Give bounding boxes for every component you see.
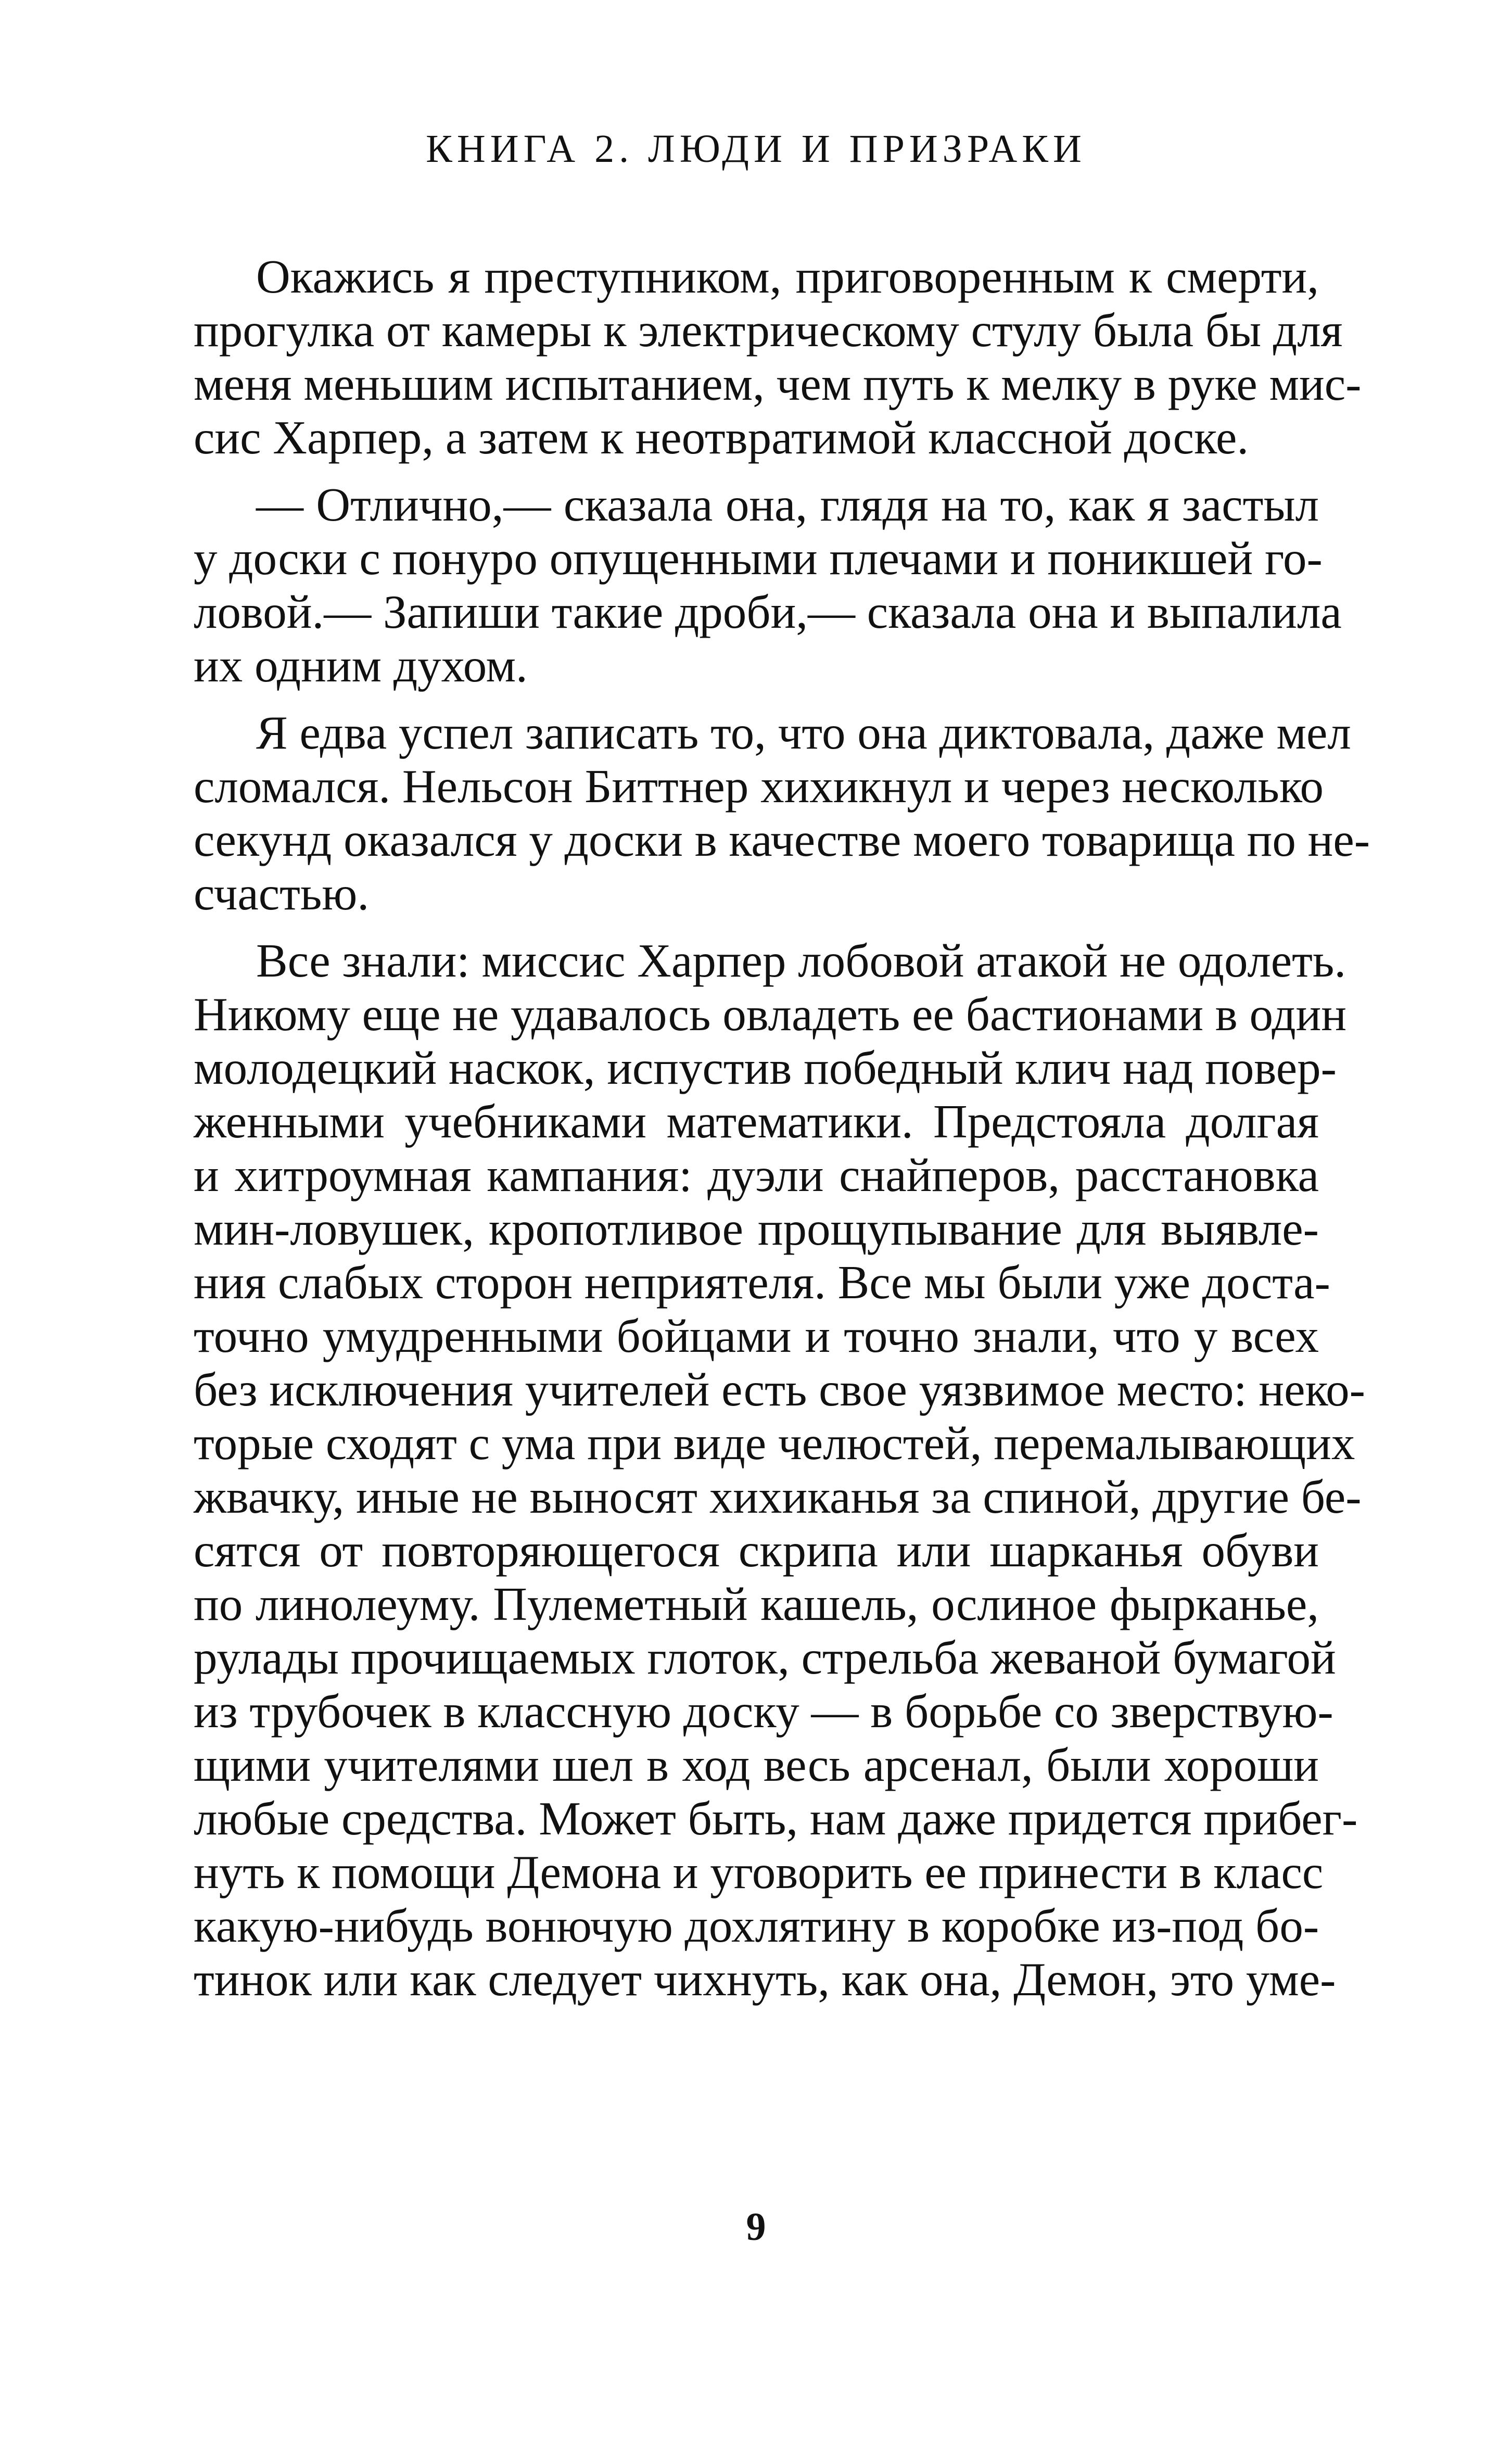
text-line: из трубочек в классную доску — в борьбе со зверствую- bbox=[194, 1685, 1333, 1738]
text-line: сис Харпер, а затем к неотвратимой классной доске. bbox=[194, 411, 1249, 464]
paragraph-gap bbox=[194, 464, 1319, 478]
paragraph-gap bbox=[194, 692, 1319, 706]
text-line: любые средства. Может быть, нам даже придется прибег- bbox=[194, 1792, 1358, 1845]
text-line: щими учителями шел в ход весь арсенал, были хороши bbox=[194, 1739, 1319, 1791]
text-line: меня меньшим испытанием, чем путь к мелку в руке мис- bbox=[194, 358, 1362, 410]
text-line: ловой.— Запиши такие дроби,— сказала она и выпалила bbox=[194, 586, 1342, 638]
text-line: сятся от повторяющегося скрипа или шарканья обуви bbox=[194, 1524, 1319, 1577]
text-line: рулады прочищаемых глоток, стрельба жеваной бумагой bbox=[194, 1631, 1336, 1684]
text-line: Никому еще не удавалось овладеть ее бастионами в один bbox=[194, 988, 1347, 1041]
text-line: точно умудренными бойцами и точно знали, что у всех bbox=[194, 1310, 1319, 1362]
text-line: их одним духом. bbox=[194, 639, 528, 692]
text-line: ния слабых сторон неприятеля. Все мы были уже доста- bbox=[194, 1256, 1330, 1309]
text-line: у доски с понуро опущенными плечами и поникшей го- bbox=[194, 532, 1323, 585]
text-line: и хитроумная кампания: дуэли снайперов, расстановка bbox=[194, 1149, 1319, 1201]
text-line: Окажись я преступником, приговоренным к смерти, bbox=[256, 250, 1319, 303]
text-line: нуть к помощи Демона и уговорить ее принести в класс bbox=[194, 1846, 1324, 1898]
body-text bbox=[194, 250, 1370, 2006]
text-line: по линолеуму. Пулеметный кашель, ослиное фырканье, bbox=[194, 1578, 1319, 1630]
text-line: без исключения учителей есть свое уязвимое место: неко- bbox=[194, 1363, 1365, 1416]
text-line: торые сходят с ума при виде челюстей, перемалывающих bbox=[194, 1417, 1355, 1469]
paragraph-gap bbox=[194, 920, 1319, 934]
text-line: какую-нибудь вонючую дохлятину в коробке из-под бо- bbox=[194, 1899, 1319, 1952]
text-line: — Отлично,— сказала она, глядя на то, как я застыл bbox=[256, 478, 1319, 531]
text-line: прогулка от камеры к электрическому стулу была бы для bbox=[194, 304, 1343, 357]
text-line: мин-ловушек, кропотливое прощупывание для выявле- bbox=[194, 1202, 1319, 1255]
text-line: счастью. bbox=[194, 867, 370, 920]
page-number: 9 bbox=[746, 2205, 766, 2249]
text-line: тинок или как следует чихнуть, как она, Демон, это уме- bbox=[194, 1953, 1336, 2006]
text-line: Я едва успел записать то, что она диктовала, даже мел bbox=[256, 706, 1351, 759]
text-line: молодецкий наскок, испустив победный клич над повер- bbox=[194, 1042, 1337, 1094]
text-line: Все знали: миссис Харпер лобовой атакой не одолеть. bbox=[256, 934, 1346, 987]
running-head: КНИГА 2. ЛЮДИ И ПРИЗРАКИ bbox=[426, 127, 1086, 171]
text-line: сломался. Нельсон Биттнер хихикнул и через несколько bbox=[194, 760, 1324, 813]
text-line: женными учебниками математики. Предстояла долгая bbox=[194, 1095, 1319, 1148]
text-line: секунд оказался у доски в качестве моего товарища по не- bbox=[194, 814, 1370, 866]
text-line: жвачку, иные не выносят хихиканья за спиной, другие бе- bbox=[194, 1471, 1362, 1523]
